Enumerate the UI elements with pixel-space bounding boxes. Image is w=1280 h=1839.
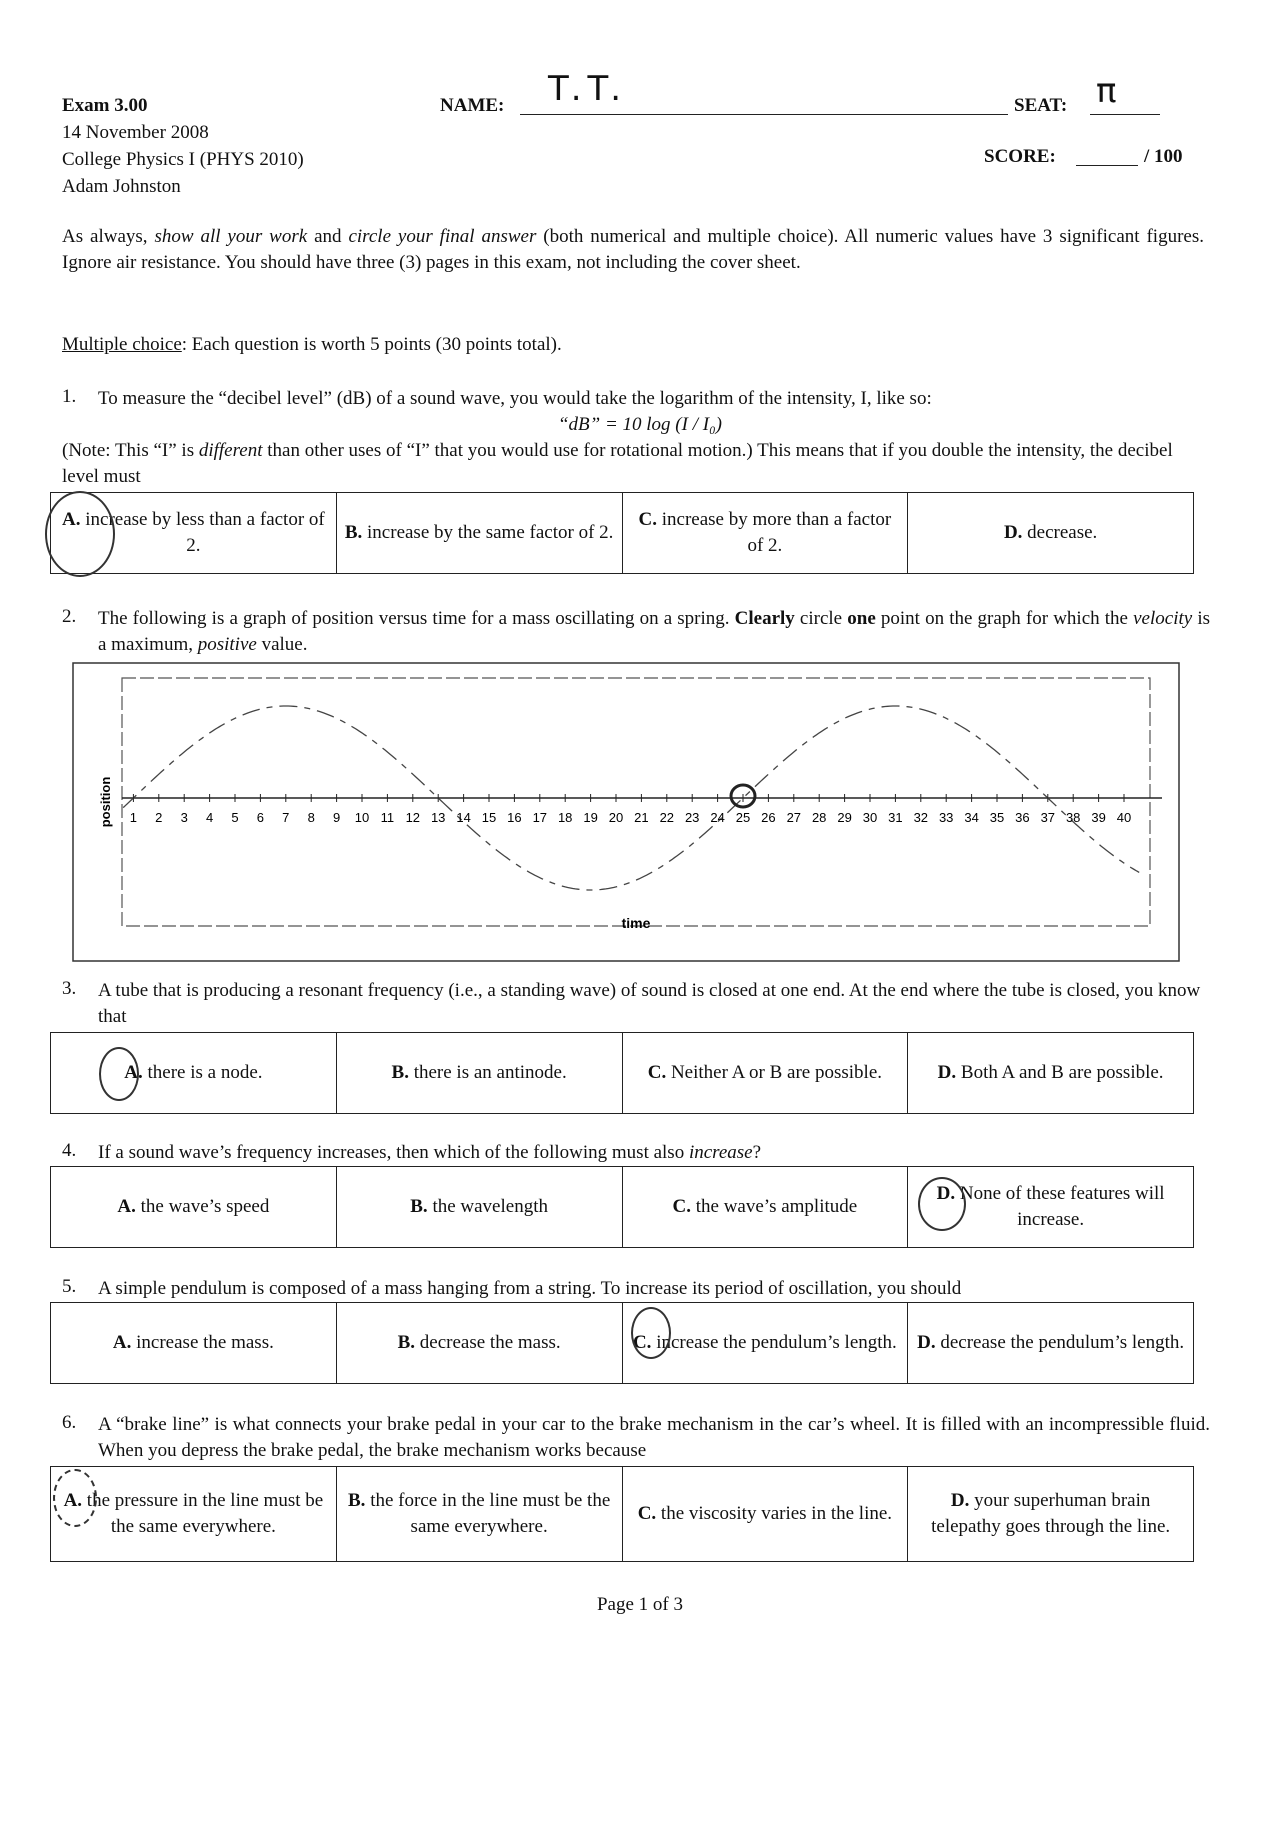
q4-option-d[interactable] [908, 1167, 1194, 1248]
x-tick-label: 35 [989, 810, 1005, 825]
q3-option-d[interactable] [908, 1033, 1194, 1114]
q1-option-c[interactable] [622, 493, 908, 574]
q3-option-c[interactable] [622, 1033, 908, 1114]
x-tick-label: 31 [888, 810, 903, 825]
score-label: SCORE: [984, 146, 1056, 167]
q1-option-d[interactable] [908, 493, 1194, 574]
x-tick-label: 19 [583, 810, 598, 825]
q6-question: A “brake line” is what connects your brake pedal in your car to the brake mechanism in the car’s wheel. It is filled with an incompressible fluid. When you depress the brake pedal, the brake mechanism works because [98, 1414, 1210, 1461]
mc-label: Multiple choice [62, 334, 182, 355]
q3-option-a[interactable] [51, 1033, 337, 1114]
q5-option-b[interactable] [336, 1303, 622, 1384]
answer-circle [45, 491, 115, 577]
x-tick-label: 6 [256, 810, 265, 825]
q2-number: 2. [62, 606, 77, 627]
q1-number: 1. [62, 386, 77, 407]
score-total: / 100 [1144, 146, 1183, 167]
q2-text-9: value. [256, 634, 308, 655]
y-axis-label: position [98, 776, 113, 828]
option-letter: C. [637, 1503, 657, 1524]
x-tick-label: 20 [608, 810, 624, 825]
option-letter: B. [344, 522, 363, 543]
option-text: increase by less than a factor of 2. [85, 509, 325, 556]
intro-emphasis-circle: circle your final answer [348, 226, 537, 247]
x-tick-label: 11 [380, 810, 395, 825]
q6-option-a[interactable] [51, 1467, 337, 1562]
option-text: the force in the line must be the same everywhere. [370, 1490, 611, 1537]
option-text: increase the pendulum’s length. [656, 1332, 897, 1353]
q1-note [62, 438, 1212, 490]
q4-text-2: ? [752, 1142, 762, 1163]
x-tick-label: 22 [659, 810, 675, 825]
option-text: increase by more than a factor of 2. [661, 509, 892, 556]
option-text: the pressure in the line must be the same everywhere. [86, 1490, 324, 1537]
exam-date: 14 November 2008 [62, 122, 209, 143]
q1-note-text-1: (Note: This “I” is [62, 440, 199, 461]
x-tick-label: 21 [634, 810, 649, 825]
q4-text-1: If a sound wave’s frequency increases, then which of the following must also [98, 1142, 689, 1163]
x-tick-label: 12 [405, 810, 421, 825]
option-text: the wavelength [432, 1196, 548, 1217]
q4-number: 4. [62, 1140, 77, 1161]
option-letter: A. [117, 1196, 136, 1217]
x-tick-label: 34 [964, 810, 979, 825]
q1-option-b[interactable] [336, 493, 622, 574]
seat-value: π [1096, 71, 1117, 111]
name-value: T.T. [548, 69, 628, 109]
option-letter: C. [638, 509, 657, 530]
plot-area [122, 678, 1150, 926]
option-letter: A. [112, 1332, 132, 1353]
q1-note-emphasis: different [198, 440, 263, 461]
x-tick-label: 2 [155, 810, 163, 825]
x-tick-label: 32 [913, 810, 929, 825]
q6-options [50, 1466, 1194, 1562]
x-tick-label: 13 [430, 810, 446, 825]
q2-text-2: Clearly [734, 608, 795, 629]
x-tick-label: 8 [307, 810, 315, 825]
q5-options [50, 1302, 1194, 1384]
q1-note-text-2: than other uses of “I” that you would use for rotational motion.) This means that if you double the intensity, the decibel level must [62, 440, 1173, 487]
q1-question: To measure the “decibel level” (dB) of a sound wave, you would take the logarithm of the intensity, I, like so: [98, 388, 932, 409]
intro-text-2: and [307, 226, 349, 247]
x-tick-label: 29 [837, 810, 852, 825]
mc-intro [62, 332, 562, 358]
option-text: increase by the same factor of 2. [367, 522, 614, 543]
option-text: None of these features will increase. [959, 1183, 1165, 1230]
option-letter: D. [936, 1183, 956, 1204]
q2-question [98, 606, 1210, 658]
x-tick-label: 24 [710, 810, 725, 825]
option-text: Neither A or B are possible. [670, 1062, 883, 1083]
option-letter: B. [348, 1490, 366, 1511]
name-line [520, 114, 1008, 115]
option-letter: B. [397, 1332, 416, 1353]
q3-options [50, 1032, 1194, 1114]
option-letter: D. [937, 1062, 957, 1083]
x-tick-label: 17 [532, 810, 548, 825]
option-letter: D. [1003, 522, 1023, 543]
q2-text-4: one [847, 608, 876, 629]
option-letter: D. [917, 1332, 936, 1353]
seat-label: SEAT: [1014, 95, 1068, 116]
x-tick-label: 33 [938, 810, 954, 825]
option-letter: D. [950, 1490, 970, 1511]
exam-info [62, 92, 304, 200]
course-name: College Physics I (PHYS 2010) [62, 149, 304, 170]
q1-formula: “dB” = 10 log (I / I₀) [557, 414, 723, 435]
option-text: there is an antinode. [413, 1062, 567, 1083]
q2-text-7: is a maximum, [98, 608, 1210, 655]
page-number: Page 1 of 3 [596, 1594, 683, 1615]
q5-option-c[interactable] [622, 1303, 908, 1384]
x-tick-label: 16 [507, 810, 522, 825]
score-line [1076, 165, 1138, 166]
x-tick-label: 26 [761, 810, 776, 825]
option-text: Both A and B are possible. [960, 1062, 1164, 1083]
q4-option-a[interactable] [51, 1167, 337, 1248]
option-text: there is a node. [147, 1062, 263, 1083]
option-letter: C. [647, 1062, 667, 1083]
answer-circle [99, 1047, 139, 1101]
x-tick-label: 10 [354, 810, 370, 825]
option-text: decrease. [1027, 522, 1098, 543]
x-tick-label: 14 [456, 810, 471, 825]
x-tick-label: 9 [332, 810, 341, 825]
option-text: the viscosity varies in the line. [660, 1503, 893, 1524]
x-tick-label: 25 [735, 810, 751, 825]
q6-number: 6. [62, 1412, 77, 1433]
q2-text-1: The following is a graph of position versus time for a mass oscillating on a spring. [98, 608, 735, 629]
x-tick-label: 27 [786, 810, 802, 825]
q3-option-b[interactable] [336, 1033, 622, 1114]
instructor-name: Adam Johnston [62, 176, 181, 197]
x-axis-label: time [621, 915, 651, 931]
q4-option-c[interactable] [622, 1167, 908, 1248]
intro-text-3: (both numerical and multiple choice). All numeric values have 3 significant figures. Ignore air resistance. You should have three (3) pages in this exam, not including the cover sheet. [62, 226, 1204, 273]
q4-text-emphasis: increase [688, 1142, 753, 1163]
x-tick-label: 37 [1040, 810, 1056, 825]
option-text: the wave’s speed [140, 1196, 270, 1217]
q6-option-c[interactable] [622, 1467, 908, 1562]
option-letter: A. [62, 509, 81, 530]
q4-options [50, 1166, 1194, 1248]
q5-option-a[interactable] [51, 1303, 337, 1384]
option-letter: A. [124, 1062, 143, 1083]
answer-circle [918, 1177, 966, 1231]
x-tick-label: 38 [1065, 810, 1081, 825]
option-letter: A. [63, 1490, 83, 1511]
option-text: the wave’s amplitude [695, 1196, 858, 1217]
option-text: decrease the pendulum’s length. [940, 1332, 1185, 1353]
option-text: decrease the mass. [419, 1332, 561, 1353]
x-tick-label: 15 [481, 810, 497, 825]
mc-text: : Each question is worth 5 points (30 points total). [181, 334, 562, 355]
x-tick-label: 18 [557, 810, 573, 825]
q4-question [98, 1140, 1208, 1166]
option-letter: C. [672, 1196, 691, 1217]
q2-text-5: point on the graph for which the [875, 608, 1134, 629]
x-tick-label: 5 [231, 810, 239, 825]
x-tick-label: 28 [811, 810, 827, 825]
seat-line [1090, 114, 1160, 115]
x-tick-label: 30 [862, 810, 878, 825]
x-tick-label: 39 [1091, 810, 1106, 825]
x-tick-label: 1 [129, 810, 138, 825]
q3-number: 3. [62, 978, 77, 999]
q2-text-8: positive [197, 634, 257, 655]
answer-circle [53, 1469, 97, 1527]
x-tick-label: 23 [684, 810, 700, 825]
q1-option-a[interactable] [51, 493, 337, 574]
x-tick-label: 4 [205, 810, 214, 825]
intro-text-1: As always, [62, 226, 155, 247]
q5-number: 5. [62, 1276, 77, 1297]
position-time-graph [72, 662, 1180, 962]
answer-circle [631, 1307, 671, 1359]
intro-emphasis-work: show all your work [154, 226, 308, 247]
x-tick-label: 3 [180, 810, 188, 825]
x-tick-label: 36 [1015, 810, 1030, 825]
option-letter: B. [391, 1062, 409, 1083]
q5-option-d[interactable] [908, 1303, 1194, 1384]
exam-title: Exam 3.00 [62, 95, 148, 116]
q2-text-6: velocity [1133, 608, 1193, 629]
q6-option-d[interactable] [908, 1467, 1194, 1562]
option-letter: B. [410, 1196, 428, 1217]
q1-options [50, 492, 1194, 574]
name-label: NAME: [440, 95, 505, 116]
q4-option-b[interactable] [336, 1167, 622, 1248]
q6-option-b[interactable] [336, 1467, 622, 1562]
q3-question: A tube that is producing a resonant frequency (i.e., a standing wave) of sound is closed at one end. At the end where the tube is closed, you know that [98, 980, 1201, 1027]
x-tick-label: 40 [1116, 810, 1132, 825]
instructions [62, 224, 1204, 276]
x-tick-label: 7 [282, 810, 290, 825]
option-letter: C. [632, 1332, 652, 1353]
q2-text-3: circle [794, 608, 848, 629]
option-text: increase the mass. [136, 1332, 274, 1353]
q5-question: A simple pendulum is composed of a mass hanging from a string. To increase its period of oscillation, you should [98, 1278, 962, 1299]
option-text: your superhuman brain telepathy goes through the line. [931, 1490, 1171, 1537]
